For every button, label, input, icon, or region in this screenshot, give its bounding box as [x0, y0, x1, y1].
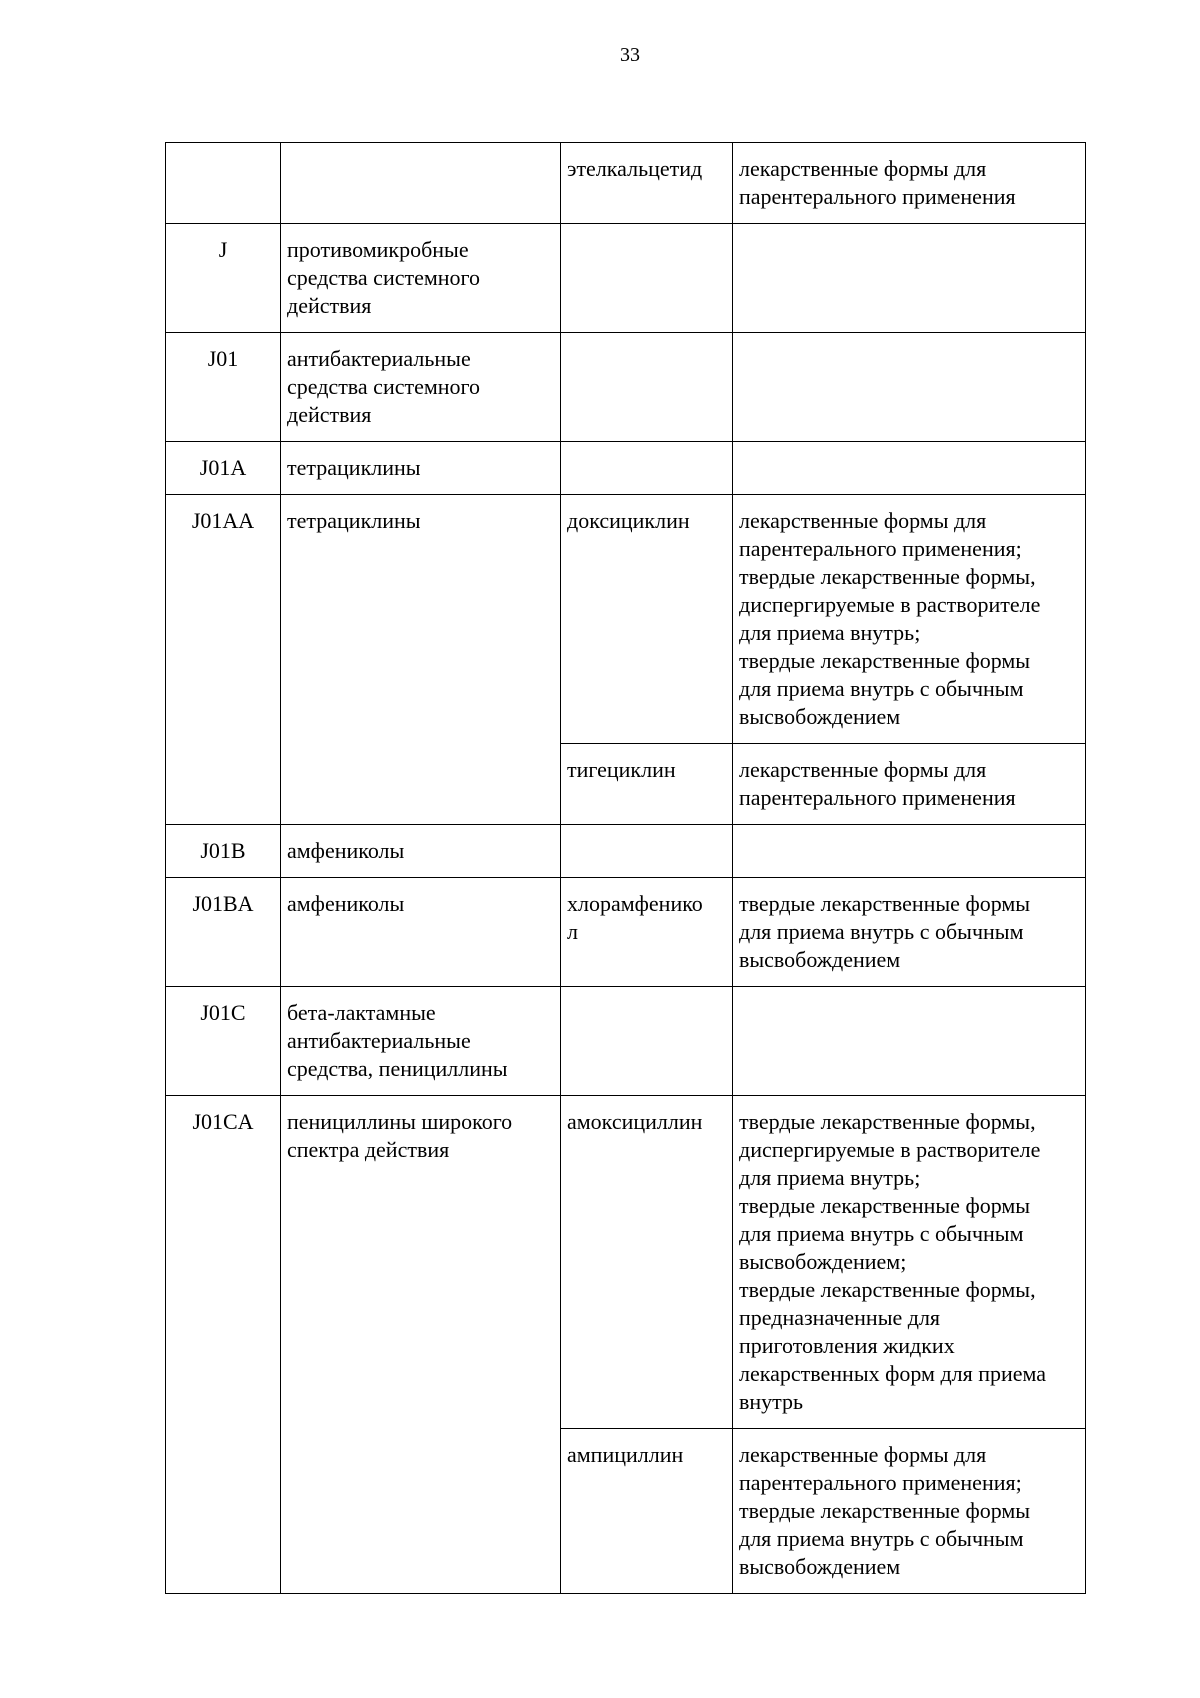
dosage-forms-cell: лекарственные формы для парентерального применения; твердые лекарственные формы, диспергируемые в растворителе для приема внутрь; твердые лекарственные формы для приема внутрь с обычным высвобождением — [733, 495, 1086, 744]
atc-code-cell — [166, 143, 281, 224]
table-row — [166, 1096, 1086, 1429]
dosage-forms-cell: твердые лекарственные формы для приема внутрь с обычным высвобождением — [733, 878, 1086, 987]
group-name-cell — [281, 143, 561, 224]
dosage-forms-cell — [733, 333, 1086, 442]
drug-name-cell: этелкальцетид — [561, 143, 733, 224]
dosage-forms-cell: лекарственные формы для парентерального применения; твердые лекарственные формы для приема внутрь с обычным высвобождением — [733, 1429, 1086, 1594]
group-name-cell: антибактериальные средства системного действия — [281, 333, 561, 442]
atc-code-cell: J01CA — [166, 1096, 281, 1594]
atc-code-cell: J01BA — [166, 878, 281, 987]
dosage-forms-cell: твердые лекарственные формы, диспергируемые в растворителе для приема внутрь; твердые лекарственные формы для приема внутрь с обычным высвобождением; твердые лекарственные формы, предназначенные для приготовления жидких лекарственных форм для приема внутрь — [733, 1096, 1086, 1429]
table-row — [166, 878, 1086, 987]
drug-name-cell — [561, 987, 733, 1096]
table-row — [166, 442, 1086, 495]
table-row — [166, 143, 1086, 224]
atc-code-cell: J01C — [166, 987, 281, 1096]
group-name-cell: тетрациклины — [281, 495, 561, 825]
drug-name-cell — [561, 442, 733, 495]
drug-name-cell: тигециклин — [561, 744, 733, 825]
table-row — [166, 987, 1086, 1096]
dosage-forms-cell — [733, 825, 1086, 878]
dosage-forms-cell — [733, 987, 1086, 1096]
group-name-cell: тетрациклины — [281, 442, 561, 495]
drug-name-cell: ампициллин — [561, 1429, 733, 1594]
table-row — [166, 495, 1086, 744]
atc-code-cell: J01 — [166, 333, 281, 442]
drug-name-cell: амоксициллин — [561, 1096, 733, 1429]
dosage-forms-cell: лекарственные формы для парентерального применения — [733, 143, 1086, 224]
group-name-cell: противомикробные средства системного действия — [281, 224, 561, 333]
drug-name-cell: хлорамфенико л — [561, 878, 733, 987]
drug-table — [165, 142, 1086, 1594]
atc-code-cell: J01A — [166, 442, 281, 495]
drug-name-cell — [561, 224, 733, 333]
page-number: 33 — [620, 44, 640, 66]
table-row — [166, 224, 1086, 333]
table-row — [166, 333, 1086, 442]
table-row — [166, 825, 1086, 878]
atc-code-cell: J01AA — [166, 495, 281, 825]
drug-name-cell — [561, 825, 733, 878]
drug-name-cell: доксициклин — [561, 495, 733, 744]
atc-code-cell: J — [166, 224, 281, 333]
dosage-forms-cell: лекарственные формы для парентерального применения — [733, 744, 1086, 825]
atc-code-cell: J01B — [166, 825, 281, 878]
group-name-cell: амфениколы — [281, 825, 561, 878]
dosage-forms-cell — [733, 442, 1086, 495]
group-name-cell: пенициллины широкого спектра действия — [281, 1096, 561, 1594]
drug-name-cell — [561, 333, 733, 442]
group-name-cell: бета-лактамные антибактериальные средства, пенициллины — [281, 987, 561, 1096]
dosage-forms-cell — [733, 224, 1086, 333]
group-name-cell: амфениколы — [281, 878, 561, 987]
